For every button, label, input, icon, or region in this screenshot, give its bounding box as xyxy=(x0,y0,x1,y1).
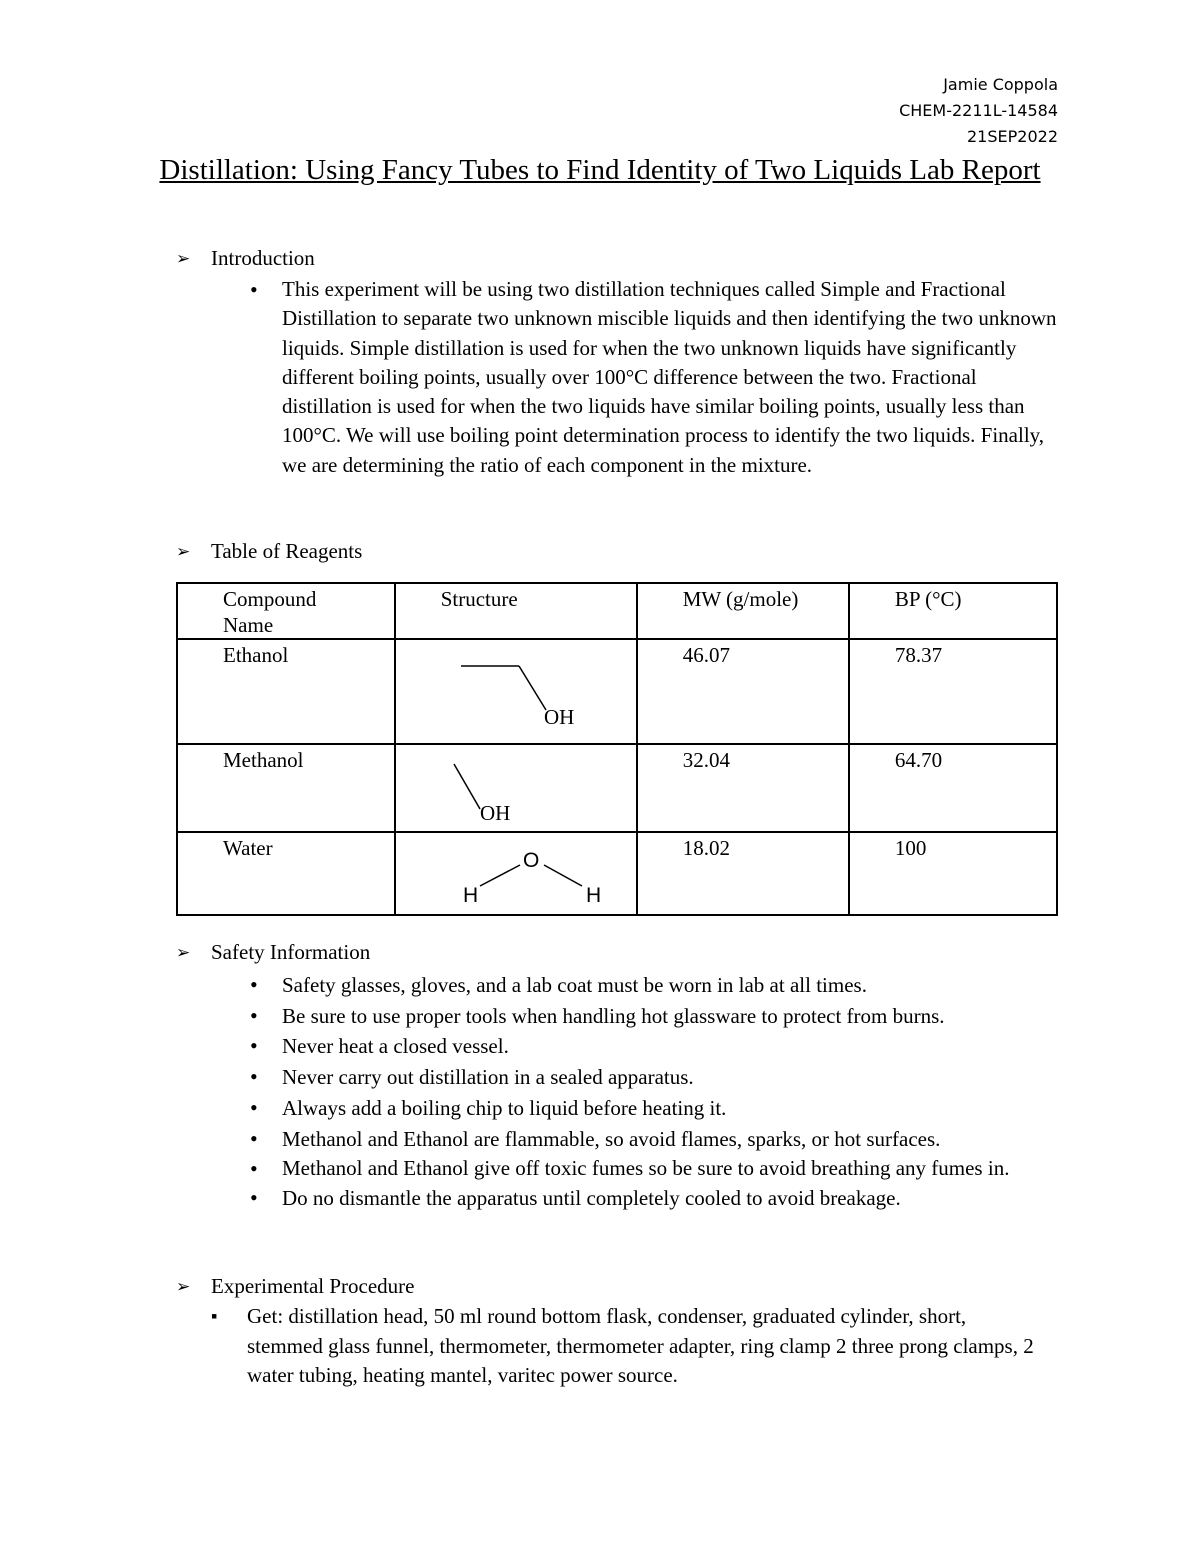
list-item: • Always add a boiling chip to liquid before heating it. xyxy=(246,1093,1046,1124)
water-hydrogen-label: H xyxy=(462,884,478,907)
header-block xyxy=(899,72,1058,150)
ethanol-structure xyxy=(396,642,636,743)
water-structure xyxy=(396,835,636,914)
table-header-row xyxy=(177,583,1057,639)
table-row xyxy=(177,832,1057,915)
ethanol-oh-label: OH xyxy=(543,705,575,729)
compound-name: Methanol xyxy=(223,748,304,772)
methanol-oh-label: OH xyxy=(479,801,511,825)
list-item: • Safety glasses, gloves, and a lab coat must be worn in lab at all times. xyxy=(246,970,1046,1001)
boiling-point: 100 xyxy=(894,836,927,860)
water-hydrogen-label: H xyxy=(585,884,601,907)
molecular-weight: 32.04 xyxy=(682,748,730,772)
list-item: • Be sure to use proper tools when handling hot glassware to protect from burns. xyxy=(246,1001,1046,1032)
reagents-heading: Table of Reagents xyxy=(211,539,363,563)
boiling-point: 78.37 xyxy=(894,643,943,667)
list-item: • Never carry out distillation in a sealed apparatus. xyxy=(246,1062,1046,1093)
author-name: Jamie Coppola xyxy=(943,75,1058,94)
procedure-list xyxy=(211,1302,1041,1391)
methanol-structure xyxy=(396,747,636,831)
safety-list xyxy=(246,970,1046,1214)
compound-name: Water xyxy=(223,836,273,860)
arrow-bullet-icon: ➢ xyxy=(176,943,191,962)
compound-name: Ethanol xyxy=(223,643,289,667)
reagents-table xyxy=(176,582,1058,916)
list-item: ▪ Get: distillation head, 50 ml round bottom flask, condenser, graduated cylinder, short, stemmed glass funnel, thermometer, thermometer adapter, ring clamp 2 three prong clamps, 2 water tubing, heating mantel, varitec power source. xyxy=(211,1302,1041,1391)
water-oxygen-label: O xyxy=(522,849,540,872)
column-header: Structure xyxy=(440,587,518,611)
list-item: • Methanol and Ethanol give off toxic fumes so be sure to avoid breathing any fumes in. xyxy=(246,1154,1046,1183)
boiling-point: 64.70 xyxy=(894,748,943,772)
molecular-weight: 46.07 xyxy=(682,643,730,667)
table-row xyxy=(177,744,1057,832)
table-row xyxy=(177,639,1057,744)
column-header: MW (g/mole) xyxy=(682,587,799,611)
list-item: • Do no dismantle the apparatus until completely cooled to avoid breakage. xyxy=(246,1183,1046,1214)
molecular-weight: 18.02 xyxy=(682,836,730,860)
list-item: • This experiment will be using two distillation techniques called Simple and Fractional Distillation to separate two unknown miscible liquids and then identifying the two unknown liquids. Simple distillation is used for when the two unknown liquids have significantly different boiling points, usually over 100°C difference between the two. Fractional distillation is used for when the two liquids have similar boiling points, usually less than 100°C. We will use boiling point determination process to identify the two liquids. Finally, we are determining the ratio of each component in the mixture. xyxy=(246,275,1066,480)
arrow-bullet-icon: ➢ xyxy=(176,542,191,561)
arrow-bullet-icon: ➢ xyxy=(176,1277,191,1296)
column-header: BP (°C) xyxy=(894,587,962,611)
procedure-heading: Experimental Procedure xyxy=(211,1274,415,1298)
introduction-heading: Introduction xyxy=(211,246,315,270)
arrow-bullet-icon: ➢ xyxy=(176,249,191,268)
document-title: Distillation: Using Fancy Tubes to Find Identity of Two Liquids Lab Report xyxy=(159,154,1041,186)
safety-heading: Safety Information xyxy=(211,940,371,964)
course-code: CHEM-2211L-14584 xyxy=(899,101,1058,120)
introduction-list xyxy=(246,275,1066,480)
list-item: • Methanol and Ethanol are flammable, so avoid flames, sparks, or hot surfaces. xyxy=(246,1124,1046,1155)
list-item: • Never heat a closed vessel. xyxy=(246,1031,1046,1062)
column-header: Compound Name xyxy=(223,587,317,637)
report-date: 21SEP2022 xyxy=(967,127,1058,146)
